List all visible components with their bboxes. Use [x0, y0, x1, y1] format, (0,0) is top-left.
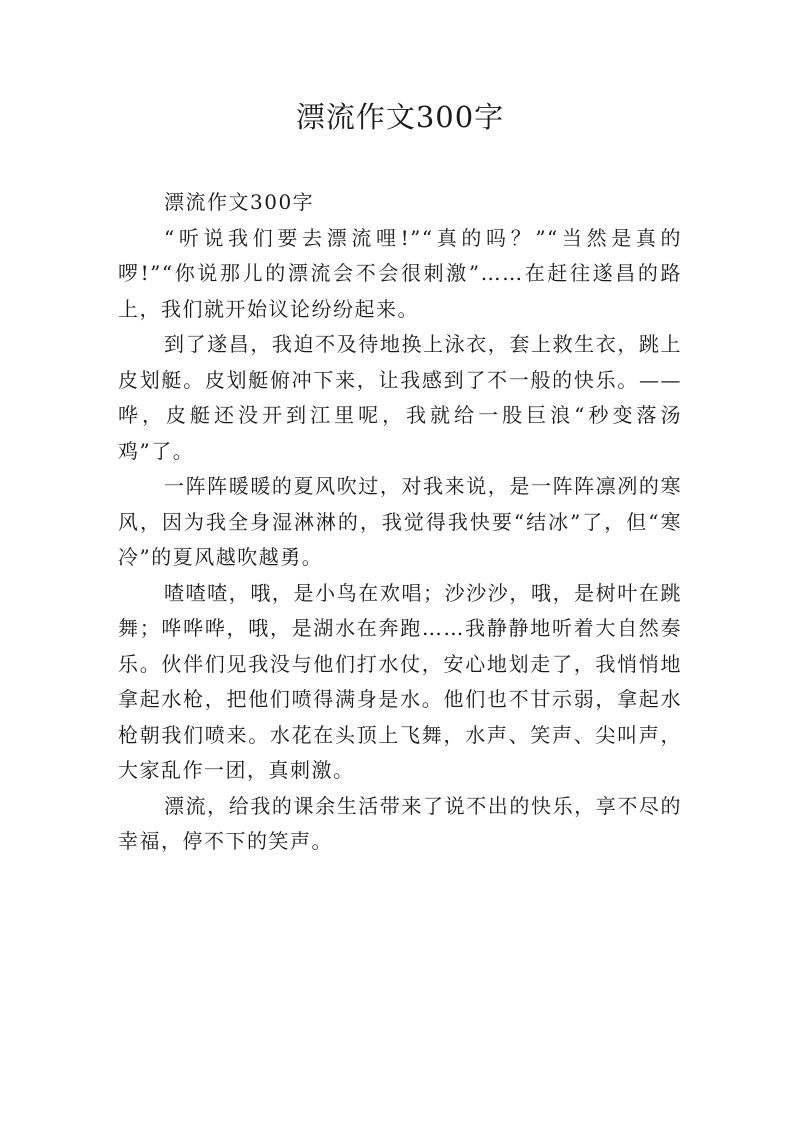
- document-title: 漂流作文300字: [295, 100, 505, 134]
- body-paragraph: “听说我们要去漂流哩!”“真的吗？”“当然是真的啰!”“你说那儿的漂流会不会很刺激”……在赶往遂昌的路上，我们就开始议论纷纷起来。: [118, 225, 682, 321]
- body-paragraph-heading: 漂流作文300字: [164, 190, 315, 214]
- body-paragraph: 一阵阵暖暖的夏风吹过，对我来说，是一阵阵凛冽的寒风，因为我全身湿淋淋的，我觉得我快要“结冰”了，但“寒冷”的夏风越吹越勇。: [118, 474, 682, 569]
- body-paragraph: 喳喳喳，哦，是小鸟在欢唱；沙沙沙，哦，是树叶在跳舞；哗哗哗，哦，是湖水在奔跑……我静静地听着大自然奏乐。伙伴们见我没与他们打水仗，安心地划走了，我悄悄地拿起水枪，把他们喷得满身是水。他们也不甘示弱，拿起水枪朝我们喷来。水花在头顶上飞舞，水声、笑声、尖叫声，大家乱作一团，真刺激。: [118, 580, 682, 782]
- body-paragraph: 到了遂昌，我迫不及待地换上泳衣，套上救生衣，跳上皮划艇。皮划艇俯冲下来，让我感到了不一般的快乐。——哗，皮艇还没开到江里呢，我就给一股巨浪“秒变落汤鸡”了。: [118, 332, 682, 463]
- body-paragraph: 漂流，给我的课余生活带来了说不出的快乐，享不尽的幸福，停不下的笑声。: [118, 793, 682, 853]
- document-body: [118, 185, 682, 860]
